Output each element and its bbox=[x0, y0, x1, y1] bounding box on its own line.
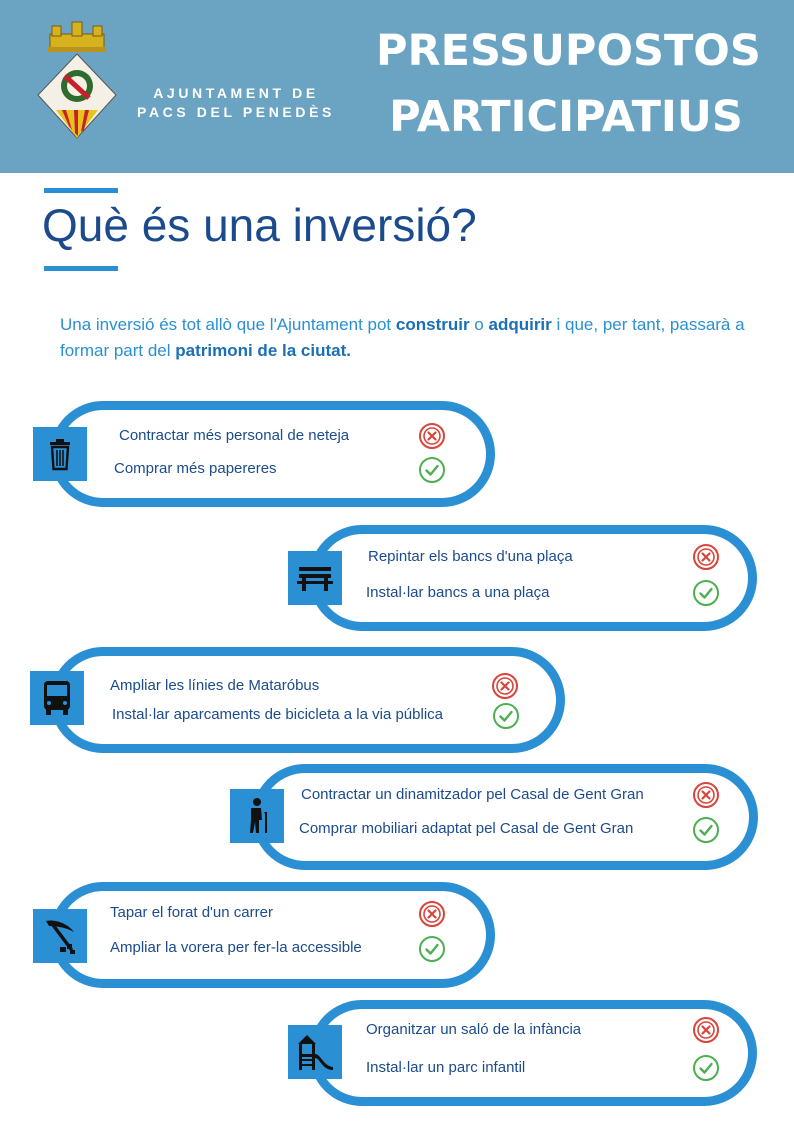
example-icon-box-3 bbox=[30, 671, 84, 725]
example-5-investment: Ampliar la vorera per fer-la accessible bbox=[110, 939, 362, 956]
example-5-not-investment: Tapar el forat d'un carrer bbox=[110, 904, 273, 921]
title-line2: PARTICIPATIUS bbox=[389, 92, 743, 142]
page-title bbox=[376, 18, 761, 150]
intro-bold-1: construir bbox=[395, 315, 470, 334]
example-card-4 bbox=[252, 764, 758, 870]
intro-paragraph bbox=[60, 312, 760, 364]
check-icon bbox=[692, 579, 720, 607]
header-banner bbox=[0, 0, 794, 173]
title-line1: PRESSUPOSTOS bbox=[376, 26, 761, 76]
elderly-icon bbox=[237, 796, 277, 836]
intro-bold-2: adquirir bbox=[488, 315, 552, 334]
check-icon bbox=[492, 702, 520, 730]
organization-name-line1: AJUNTAMENT DE bbox=[153, 85, 319, 101]
organization-name bbox=[124, 84, 348, 122]
heading-bottom-rule bbox=[44, 266, 118, 271]
example-icon-box-6 bbox=[288, 1025, 342, 1079]
example-1-not-investment: Contractar més personal de neteja bbox=[119, 427, 350, 444]
cross-icon bbox=[692, 543, 720, 571]
example-4-not-investment: Contractar un dinamitzador pel Casal de Gent Gran bbox=[301, 786, 644, 803]
cross-icon bbox=[418, 422, 446, 450]
example-icon-box-5 bbox=[33, 909, 87, 963]
check-icon bbox=[692, 1054, 720, 1082]
section-heading: Què és una inversió? bbox=[42, 199, 477, 251]
coat-of-arms-icon bbox=[32, 20, 122, 146]
example-6-not-investment: Organitzar un saló de la infància bbox=[366, 1021, 582, 1038]
example-1-investment: Comprar més papereres bbox=[114, 460, 277, 477]
example-icon-box-1 bbox=[33, 427, 87, 481]
example-card-6 bbox=[309, 1000, 757, 1106]
example-4-investment: Comprar mobiliari adaptat pel Casal de Gent Gran bbox=[299, 820, 634, 837]
bus-icon bbox=[37, 678, 77, 718]
example-icon-box-2 bbox=[288, 551, 342, 605]
example-6-investment: Instal·lar un parc infantil bbox=[366, 1059, 526, 1076]
cross-icon bbox=[692, 781, 720, 809]
check-icon bbox=[418, 456, 446, 484]
example-2-not-investment: Repintar els bancs d'una plaça bbox=[368, 548, 573, 565]
intro-bold-3: patrimoni de la ciutat. bbox=[175, 341, 351, 360]
example-card-2 bbox=[309, 525, 757, 631]
trash-icon bbox=[40, 434, 80, 474]
pickaxe-icon bbox=[40, 916, 80, 956]
example-2-investment: Instal·lar bancs a una plaça bbox=[366, 584, 550, 601]
heading-top-rule bbox=[44, 188, 118, 193]
example-card-3 bbox=[50, 647, 565, 753]
bench-icon bbox=[295, 558, 335, 598]
example-3-investment: Instal·lar aparcaments de bicicleta a la via pública bbox=[112, 706, 444, 723]
intro-text-1: Una inversió és tot allò que l'Ajuntament pot bbox=[60, 315, 396, 334]
playground-icon bbox=[295, 1032, 335, 1072]
organization-name-line2: PACS DEL PENEDÈS bbox=[137, 104, 335, 120]
example-icon-box-4 bbox=[230, 789, 284, 843]
cross-icon bbox=[418, 900, 446, 928]
example-3-not-investment: Ampliar les línies de Mataróbus bbox=[110, 677, 320, 694]
example-card-1 bbox=[50, 401, 495, 507]
cross-icon bbox=[692, 1016, 720, 1044]
intro-text-2: o bbox=[469, 315, 489, 334]
cross-icon bbox=[491, 672, 519, 700]
check-icon bbox=[418, 935, 446, 963]
intro-text-3: i que, per tant, passarà a formar part del bbox=[60, 315, 745, 360]
check-icon bbox=[692, 816, 720, 844]
